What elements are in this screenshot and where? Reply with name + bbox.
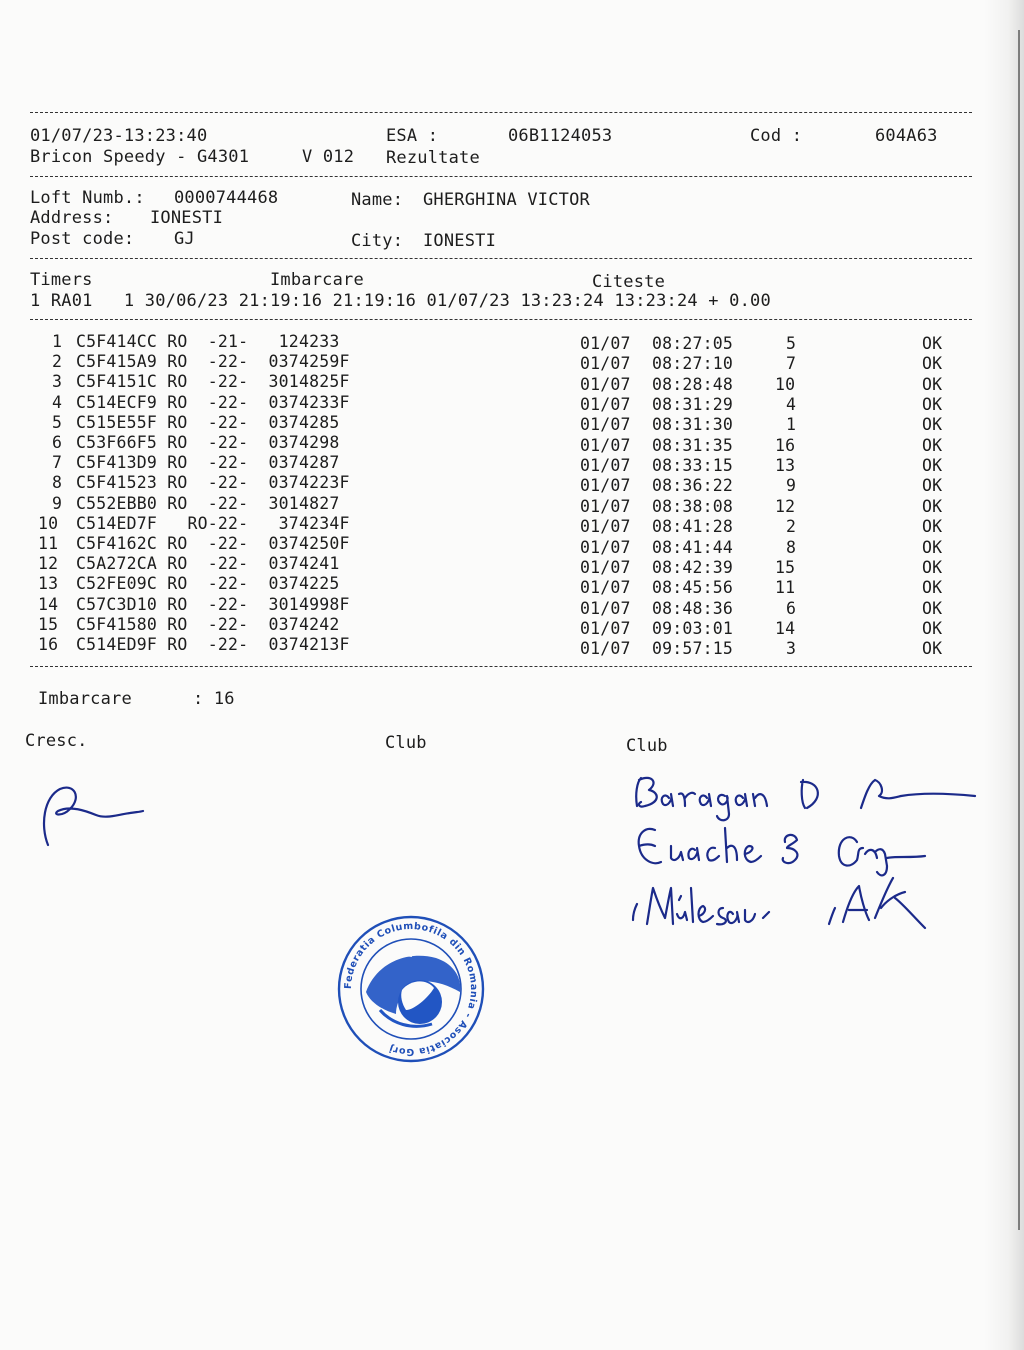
ring-id: C5A272CA RO -22- 0374241 (76, 554, 340, 574)
report-type: Rezultate (386, 148, 480, 168)
ring-id: C5F4151C RO -22- 3014825F (76, 372, 350, 392)
ring-id: C52FE09C RO -22- 0374225 (76, 574, 340, 594)
esa-label: ESA : (386, 126, 439, 146)
device-name: Bricon Speedy - G4301 (30, 147, 250, 167)
cod-label: Cod : (750, 126, 803, 146)
arrival-time: 08:45:56 (652, 578, 734, 598)
row-number: 14 (38, 594, 59, 614)
position: 4 (786, 395, 797, 415)
ring-id: C5F4162C RO -22- 0374250F (76, 534, 350, 553)
breeder-signature (30, 775, 160, 855)
federation-stamp (336, 914, 486, 1064)
position: 16 (775, 435, 796, 455)
arrival-time: 08:41:28 (652, 517, 734, 537)
ring-id: C5F41523 RO -22- 0374223F (76, 473, 350, 493)
row-number: 7 (52, 453, 63, 473)
arrival-date: 01/07 (580, 578, 631, 598)
status: OK (922, 578, 943, 598)
row-number: 16 (38, 635, 59, 654)
ring-id: C5F413D9 RO -22- 0374287 (76, 453, 340, 473)
loft-label: Loft Numb.: (30, 188, 145, 208)
status: OK (922, 618, 943, 638)
position: 13 (775, 456, 796, 476)
status: OK (922, 415, 943, 435)
arrival-date: 01/07 (580, 334, 631, 353)
status: OK (922, 598, 943, 618)
arrival-time: 08:38:08 (652, 496, 734, 516)
arrival-date: 01/07 (580, 537, 631, 557)
club-label: Club (626, 736, 668, 756)
status: OK (922, 334, 943, 353)
position: 5 (786, 334, 797, 353)
ring-id: C5F415A9 RO -22- 0374259F (76, 352, 350, 372)
status: OK (922, 354, 943, 374)
divider (30, 176, 972, 177)
ring-id: C515E55F RO -22- 0374285 (76, 412, 340, 432)
row-number: 8 (52, 473, 63, 493)
arrival-time: 08:31:30 (652, 415, 734, 435)
status: OK (922, 374, 943, 394)
summary-imbarcare-value: : 16 (193, 689, 235, 709)
row-number: 15 (38, 614, 59, 634)
status: OK (922, 557, 943, 577)
arrival-time: 09:03:01 (652, 618, 734, 638)
arrival-date: 01/07 (580, 517, 631, 537)
status: OK (922, 395, 943, 415)
ring-id: C53F66F5 RO -22- 0374298 (76, 433, 340, 452)
status: OK (922, 456, 943, 476)
name-label: Name: (351, 190, 404, 210)
arrival-date: 01/07 (580, 415, 631, 435)
ring-id: C514ECF9 RO -22- 0374233F (76, 392, 350, 412)
status: OK (922, 476, 943, 496)
status: OK (922, 517, 943, 537)
arrival-time: 08:42:39 (652, 557, 734, 577)
citeste-heading: Citeste (592, 272, 666, 292)
position: 10 (775, 374, 796, 394)
cod-value: 604A63 (875, 126, 938, 146)
position: 14 (775, 618, 796, 638)
position: 9 (786, 476, 797, 496)
arrival-time: 08:27:10 (652, 354, 734, 374)
row-number: 12 (38, 554, 59, 574)
row-number: 6 (52, 433, 63, 452)
status: OK (922, 435, 943, 455)
ring-id: C57C3D10 RO -22- 3014998F (76, 594, 350, 614)
ring-id: C514ED9F RO -22- 0374213F (76, 635, 350, 654)
row-number: 2 (52, 352, 63, 372)
svg-text:Federatia Columbofila din Roma: Federatia Columbofila din Romania - Asociatia Gorj (342, 920, 480, 1058)
address-label: Address: (30, 208, 114, 228)
row-number: 10 (38, 513, 59, 533)
position: 11 (775, 578, 796, 598)
status: OK (922, 496, 943, 516)
position: 12 (775, 496, 796, 516)
position: 7 (786, 354, 797, 374)
row-number: 4 (52, 392, 63, 412)
ring-id: C552EBB0 RO -22- 3014827 (76, 493, 340, 513)
arrival-date: 01/07 (580, 374, 631, 394)
position: 2 (786, 517, 797, 537)
arrival-time: 08:27:05 (652, 334, 734, 353)
arrival-time: 08:28:48 (652, 374, 734, 394)
postcode-label: Post code: (30, 229, 135, 249)
club-members-signatures (625, 768, 985, 948)
arrival-date: 01/07 (580, 395, 631, 415)
row-number: 11 (38, 534, 59, 553)
ring-id: C5F414CC RO -21- 124233 (76, 332, 340, 351)
row-number: 5 (52, 412, 63, 432)
position: 6 (786, 598, 797, 618)
loft-value: 0000744468 (174, 188, 279, 208)
arrival-time: 08:31:35 (652, 435, 734, 455)
row-number: 13 (38, 574, 59, 594)
arrival-time: 08:48:36 (652, 598, 734, 618)
divider (30, 319, 972, 320)
city-label: City: (351, 231, 404, 251)
arrival-time: 08:41:44 (652, 537, 734, 557)
status: OK (922, 639, 943, 659)
status: OK (922, 537, 943, 557)
position: 8 (786, 537, 797, 557)
position: 1 (786, 415, 797, 435)
divider (30, 666, 972, 667)
address-value: IONESTI (150, 208, 224, 228)
postcode-value: GJ (174, 229, 195, 249)
row-number: 1 (52, 332, 63, 351)
timer-line: 1 RA01 1 30/06/23 21:19:16 21:19:16 01/07/23 13:23:24 13:23:24 + 0.00 (30, 291, 771, 311)
position: 15 (775, 557, 796, 577)
print-datetime: 01/07/23-13:23:40 (30, 126, 208, 146)
arrival-time: 08:31:29 (652, 395, 734, 415)
ring-id: C5F41580 RO -22- 0374242 (76, 614, 340, 634)
arrival-date: 01/07 (580, 456, 631, 476)
position: 3 (786, 639, 797, 659)
arrival-date: 01/07 (580, 435, 631, 455)
club-label: Club (385, 733, 427, 753)
device-version: V 012 (302, 147, 355, 167)
imbarcare-heading: Imbarcare (270, 270, 364, 290)
arrival-date: 01/07 (580, 598, 631, 618)
cresc-label: Cresc. (25, 731, 88, 751)
city-value: IONESTI (423, 231, 497, 251)
summary-imbarcare-label: Imbarcare (38, 689, 132, 709)
arrival-date: 01/07 (580, 496, 631, 516)
arrival-date: 01/07 (580, 557, 631, 577)
divider (30, 258, 972, 259)
esa-value: 06B1124053 (508, 126, 613, 146)
arrival-time: 09:57:15 (652, 639, 734, 659)
divider (30, 112, 972, 113)
arrival-time: 08:36:22 (652, 476, 734, 496)
row-number: 3 (52, 372, 63, 392)
arrival-date: 01/07 (580, 639, 631, 659)
name-value: GHERGHINA VICTOR (423, 190, 590, 210)
row-number: 9 (52, 493, 63, 513)
page-edge (1018, 30, 1020, 1230)
timers-label: Timers (30, 270, 93, 290)
ring-id: C514ED7F RO-22- 374234F (76, 513, 350, 533)
arrival-date: 01/07 (580, 354, 631, 374)
arrival-date: 01/07 (580, 476, 631, 496)
arrival-time: 08:33:15 (652, 456, 734, 476)
arrival-date: 01/07 (580, 618, 631, 638)
